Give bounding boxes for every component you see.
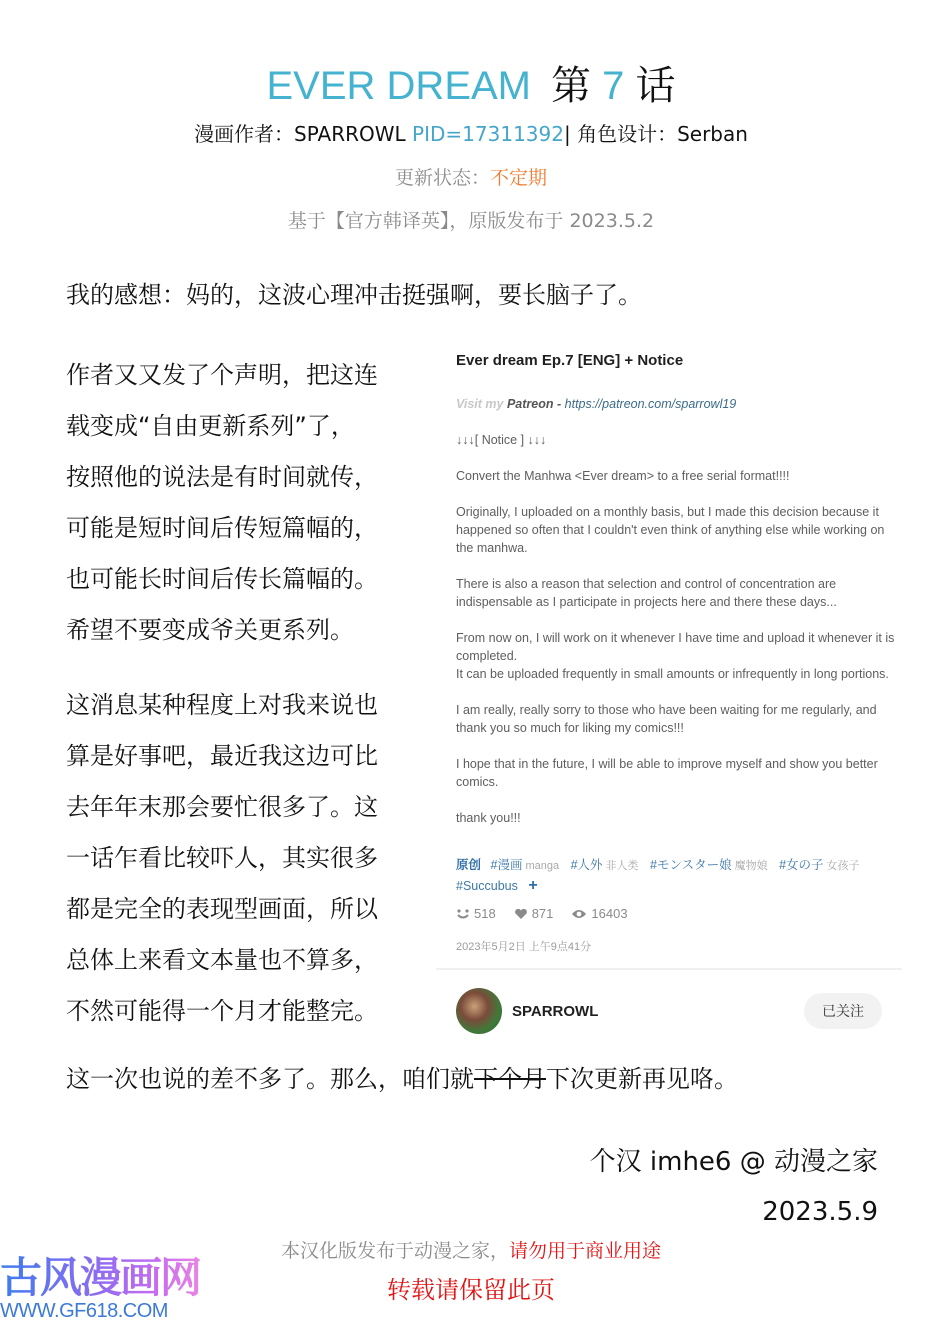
paragraph-from-now	[456, 629, 896, 683]
notice-gray: 本汉化版发布于动漫之家，	[280, 1240, 509, 1262]
notes-line: 也可能长时间后传长篇幅的。	[66, 565, 378, 593]
notes-line: 去年年末那会要忙很多了。这	[66, 793, 378, 821]
avatar[interactable]	[456, 988, 502, 1034]
convert-line: Convert the Manhwa <Ever dream> to a free serial format!!!!	[456, 469, 790, 483]
translator-impression: 我的感想：妈的，这波心理冲击挺强啊，要长脑子了。	[66, 281, 642, 309]
closing-after: 下次更新再见咯。	[546, 1065, 738, 1093]
title-episode-suffix: 话	[635, 64, 676, 108]
plus-icon[interactable]: +	[528, 877, 538, 894]
follow-button[interactable]: 已关注	[804, 993, 882, 1029]
notes-line: 可能是短时间后传短篇幅的，	[66, 514, 378, 542]
closing-before: 这一次也说的差不多了。那么，咱们就	[66, 1065, 474, 1093]
status-value: 不定期	[490, 167, 548, 189]
author-name[interactable]: SPARROWL	[512, 1002, 599, 1020]
visit-text: Visit my	[456, 397, 504, 411]
notes-line: 作者又又发了个声明，把这连	[66, 361, 378, 389]
tag-translation: 魔物娘	[734, 860, 768, 872]
signature	[590, 1137, 878, 1237]
view-count-value: 16403	[591, 906, 628, 921]
tag-link[interactable]: #モンスター娘	[650, 858, 732, 872]
update-status	[0, 164, 942, 192]
paragraph-originally: Originally, I uploaded on a monthly basis, but I made this decision because it happened so often that I couldn't even think of anything else while working on the manhwa.	[456, 505, 885, 555]
translator-signature: 个汉 imhe6 @ 动漫之家	[589, 1147, 878, 1177]
episode-number: 7	[602, 64, 625, 108]
author-row	[456, 988, 882, 1034]
original-badge: 原创	[456, 858, 482, 872]
tag-link[interactable]: #Succubus	[456, 879, 518, 893]
notes-line: 算是好事吧，最近我这边可比	[66, 742, 378, 770]
closing-struck-text: 下个月	[474, 1065, 546, 1093]
pixiv-id: PID=17311392	[412, 122, 564, 146]
watermark-logo: 古风漫画网	[0, 1252, 210, 1304]
notes-line: 总体上来看文本量也不算多，	[66, 946, 378, 974]
notice-header: ↓↓↓[ Notice ] ↓↓↓	[456, 433, 547, 447]
site-watermark	[0, 1252, 210, 1323]
tag-translation: 非人类	[605, 860, 639, 872]
chapter-title	[0, 60, 942, 112]
paragraph-sorry: I am really, really sorry to those who have been waiting for me regularly, and thank you so much for liking my comics!!!	[456, 703, 877, 735]
pixiv-post-card	[436, 340, 902, 1040]
tag-list	[456, 856, 886, 896]
watermark-url: WWW.GF618.COM	[0, 1300, 168, 1322]
notes-line: 这消息某种程度上对我来说也	[66, 691, 378, 719]
notes-line: 一话乍看比较吓人，其实很多	[66, 844, 378, 872]
post-stats	[456, 906, 628, 921]
like-count-value: 871	[531, 906, 554, 921]
character-design-credit: 角色设计：Serban	[577, 122, 748, 146]
patreon-link[interactable]: https://patreon.com/sparrowl19	[564, 397, 737, 411]
title-episode-prefix: 第	[551, 64, 591, 108]
tag-translation: 女孩子	[826, 860, 860, 872]
notes-line: 希望不要变成爷关更系列。	[66, 616, 354, 644]
status-label: 更新状态：	[394, 167, 490, 189]
notes-line: 都是完全的表现型画面，所以	[66, 895, 378, 923]
notes-line: 不然可能得一个月才能整完。	[66, 997, 378, 1025]
signature-date: 2023.5.9	[762, 1197, 878, 1227]
heart-icon	[514, 908, 528, 920]
from-now-line-2: It can be uploaded frequently in small amounts or infrequently in long portions.	[456, 667, 889, 681]
tag-translation: manga	[525, 860, 560, 872]
tag-link[interactable]: #女の子	[779, 858, 824, 872]
notes-paragraph-1	[66, 350, 378, 656]
paragraph-hope: I hope that in the future, I will be able to improve myself and show you better comics.	[456, 757, 878, 789]
title-english: EVER DREAM	[266, 64, 531, 108]
smile-icon	[456, 908, 470, 920]
paragraph-reason: There is also a reason that selection and control of concentration are indispensable as I participate in projects here and there these days...	[456, 577, 837, 609]
divider	[436, 968, 902, 970]
notes-line: 载变成“自由更新系列”了，	[66, 412, 355, 440]
patreon-line	[456, 395, 896, 413]
tag-link[interactable]: #漫画	[490, 858, 523, 872]
notes-line: 按照他的说法是有时间就传，	[66, 463, 378, 491]
paragraph-thanks: thank you!!!	[456, 811, 521, 825]
credits-line	[0, 120, 942, 148]
notes-paragraph-2	[66, 680, 378, 1037]
eye-icon	[571, 908, 587, 920]
comment-count-value: 518	[474, 906, 496, 921]
post-title: Ever dream Ep.7 [ENG] + Notice	[456, 352, 684, 369]
chapter-header	[0, 60, 942, 235]
credits-divider: |	[563, 122, 571, 146]
author-credit: 漫画作者：SPARROWL	[194, 122, 406, 146]
patreon-label: Patreon -	[506, 397, 562, 411]
repost-notice: 转载请保留此页	[387, 1276, 555, 1304]
view-count	[571, 906, 627, 921]
notice-warning: 请勿用于商业用途	[509, 1240, 662, 1262]
like-count	[514, 906, 554, 921]
translation-basis: 基于【官方韩译英】，原版发布于 2023.5.2	[287, 210, 655, 232]
post-body	[456, 395, 896, 845]
tag-link[interactable]: #人外	[570, 858, 603, 872]
comment-count	[456, 906, 496, 921]
post-timestamp: 2023年5月2日 上午9点41分	[456, 941, 592, 953]
from-now-line-1: From now on, I will work on it whenever I have time and upload it whenever it is completed.	[456, 631, 895, 663]
closing-line	[66, 1062, 738, 1096]
